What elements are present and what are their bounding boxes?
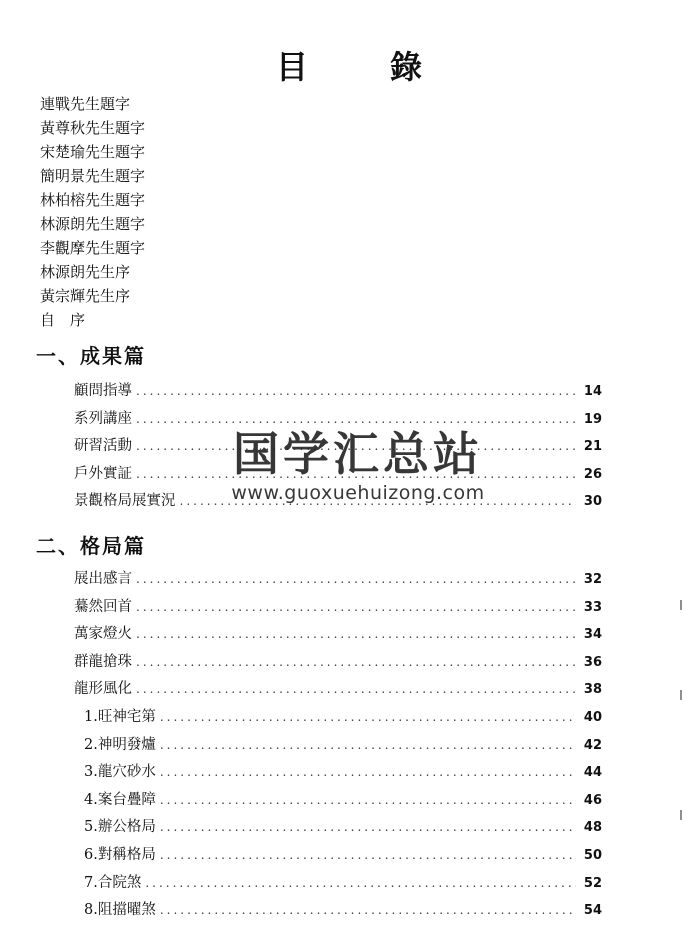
toc-entry-title: 龍形風化: [74, 681, 132, 698]
toc-entry-title: 2.神明發爐: [84, 736, 156, 753]
watermark-chinese: 国学汇总站: [233, 427, 483, 481]
prefatory-item[interactable]: 連戰先生題字: [40, 95, 131, 113]
dot-leader: [136, 433, 576, 461]
dot-leader: [136, 676, 576, 704]
toc-entry-page: 40: [583, 709, 602, 725]
toc-entry-page: 14: [583, 384, 602, 399]
prefatory-item[interactable]: 黃宗輝先生序: [40, 287, 131, 305]
toc-subentry[interactable]: [74, 870, 602, 898]
toc-entry-title: 戶外實証: [74, 465, 132, 482]
prefatory-item[interactable]: 宋楚瑜先生題字: [40, 143, 146, 161]
toc-entry-page: 54: [583, 903, 602, 919]
toc-entry-title: 驀然回首: [74, 598, 132, 615]
toc-subentry[interactable]: [74, 842, 602, 870]
toc-entry-title: 顧問指導: [74, 383, 132, 399]
toc-entry-title: 7.合院煞: [84, 874, 142, 891]
scan-edge-mark: [680, 810, 688, 820]
toc-entry[interactable]: [74, 406, 602, 434]
dot-leader: [136, 406, 576, 434]
layouts-entry-list: [74, 566, 602, 925]
section-heading-results: 一、成果篇: [36, 344, 146, 368]
toc-entry-page: 46: [583, 792, 602, 808]
scan-edge-mark: [680, 600, 688, 610]
toc-subentry[interactable]: [74, 704, 602, 732]
toc-entry-page: 33: [583, 599, 602, 615]
dot-leader: [136, 378, 576, 406]
toc-entry-title: 4.案台疊障: [84, 791, 156, 808]
toc-entry-page: 48: [583, 820, 602, 836]
toc-entry-page: 52: [583, 875, 602, 891]
prefatory-item[interactable]: 林柏榕先生題字: [40, 191, 146, 209]
title-char-2: 錄: [390, 48, 425, 86]
toc-entry-page: 44: [583, 765, 602, 781]
toc-entry-title: 3.龍穴砂水: [84, 764, 156, 781]
toc-entry[interactable]: [74, 566, 602, 594]
toc-entry-page: 50: [583, 847, 602, 863]
toc-entry-page: 36: [583, 654, 602, 670]
dot-leader: [180, 488, 577, 516]
dot-leader: [136, 566, 576, 594]
dot-leader: [160, 897, 576, 925]
toc-subentry[interactable]: [74, 897, 602, 925]
toc-entry[interactable]: [74, 621, 602, 649]
page-title: [0, 42, 700, 88]
prefatory-item[interactable]: 自 序: [40, 311, 86, 329]
dot-leader: [160, 704, 576, 732]
toc-entry-title: 景觀格局展實況: [74, 493, 176, 510]
dot-leader: [160, 787, 576, 815]
prefatory-item[interactable]: 李觀摩先生題字: [40, 239, 146, 257]
dot-leader: [136, 594, 576, 622]
toc-entry-page: 26: [583, 466, 602, 482]
toc-entry[interactable]: [74, 649, 602, 677]
toc-entry-page: 30: [583, 494, 602, 510]
results-entry-list: [74, 378, 602, 516]
toc-subentry[interactable]: [74, 759, 602, 787]
toc-subentry[interactable]: [74, 732, 602, 760]
toc-entry-page: 38: [583, 682, 602, 698]
scan-edge-mark: [680, 690, 688, 700]
dot-leader: [136, 461, 576, 489]
dot-leader: [136, 621, 576, 649]
toc-entry-title: 研習活動: [74, 438, 132, 455]
watermark-url: www.guoxuehuizong.com: [231, 482, 485, 504]
toc-entry-title: 8.阻擋曜煞: [84, 902, 156, 919]
dot-leader: [136, 649, 576, 677]
dot-leader: [160, 842, 576, 870]
toc-entry-title: 1.旺神宅第: [84, 708, 156, 725]
toc-entry-title: 萬家燈火: [74, 626, 132, 643]
prefatory-item[interactable]: 簡明景先生題字: [40, 167, 146, 185]
toc-entry-title: 6.對稱格局: [84, 846, 156, 863]
prefatory-item[interactable]: 林源朗先生序: [40, 263, 131, 281]
dot-leader: [145, 870, 576, 898]
prefatory-item[interactable]: 黃尊秋先生題字: [40, 119, 146, 137]
dot-leader: [160, 759, 576, 787]
toc-entry-page: 34: [583, 627, 602, 643]
toc-subentry[interactable]: [74, 787, 602, 815]
toc-entry[interactable]: [74, 461, 602, 489]
toc-entry[interactable]: [74, 378, 602, 406]
toc-subentry[interactable]: [74, 814, 602, 842]
toc-entry[interactable]: [74, 594, 602, 622]
toc-entry[interactable]: [74, 433, 602, 461]
toc-entry[interactable]: [74, 488, 602, 516]
section-heading-layouts: 二、格局篇: [36, 534, 146, 558]
title-char-1: 目: [275, 48, 310, 86]
toc-entry-title: 展出感言: [74, 571, 132, 587]
toc-entry-page: 42: [583, 737, 602, 753]
toc-entry-title: 5.辦公格局: [84, 819, 156, 836]
dot-leader: [160, 732, 576, 760]
toc-entry-page: 19: [583, 411, 602, 427]
prefatory-list: [40, 92, 145, 332]
toc-entry-title: 群龍搶珠: [74, 653, 132, 670]
toc-entry-page: 21: [583, 439, 602, 455]
toc-entry-page: 32: [583, 572, 602, 587]
dot-leader: [160, 814, 576, 842]
toc-entry[interactable]: [74, 676, 602, 704]
prefatory-item[interactable]: 林源朗先生題字: [40, 215, 146, 233]
toc-entry-title: 系列講座: [74, 410, 132, 427]
